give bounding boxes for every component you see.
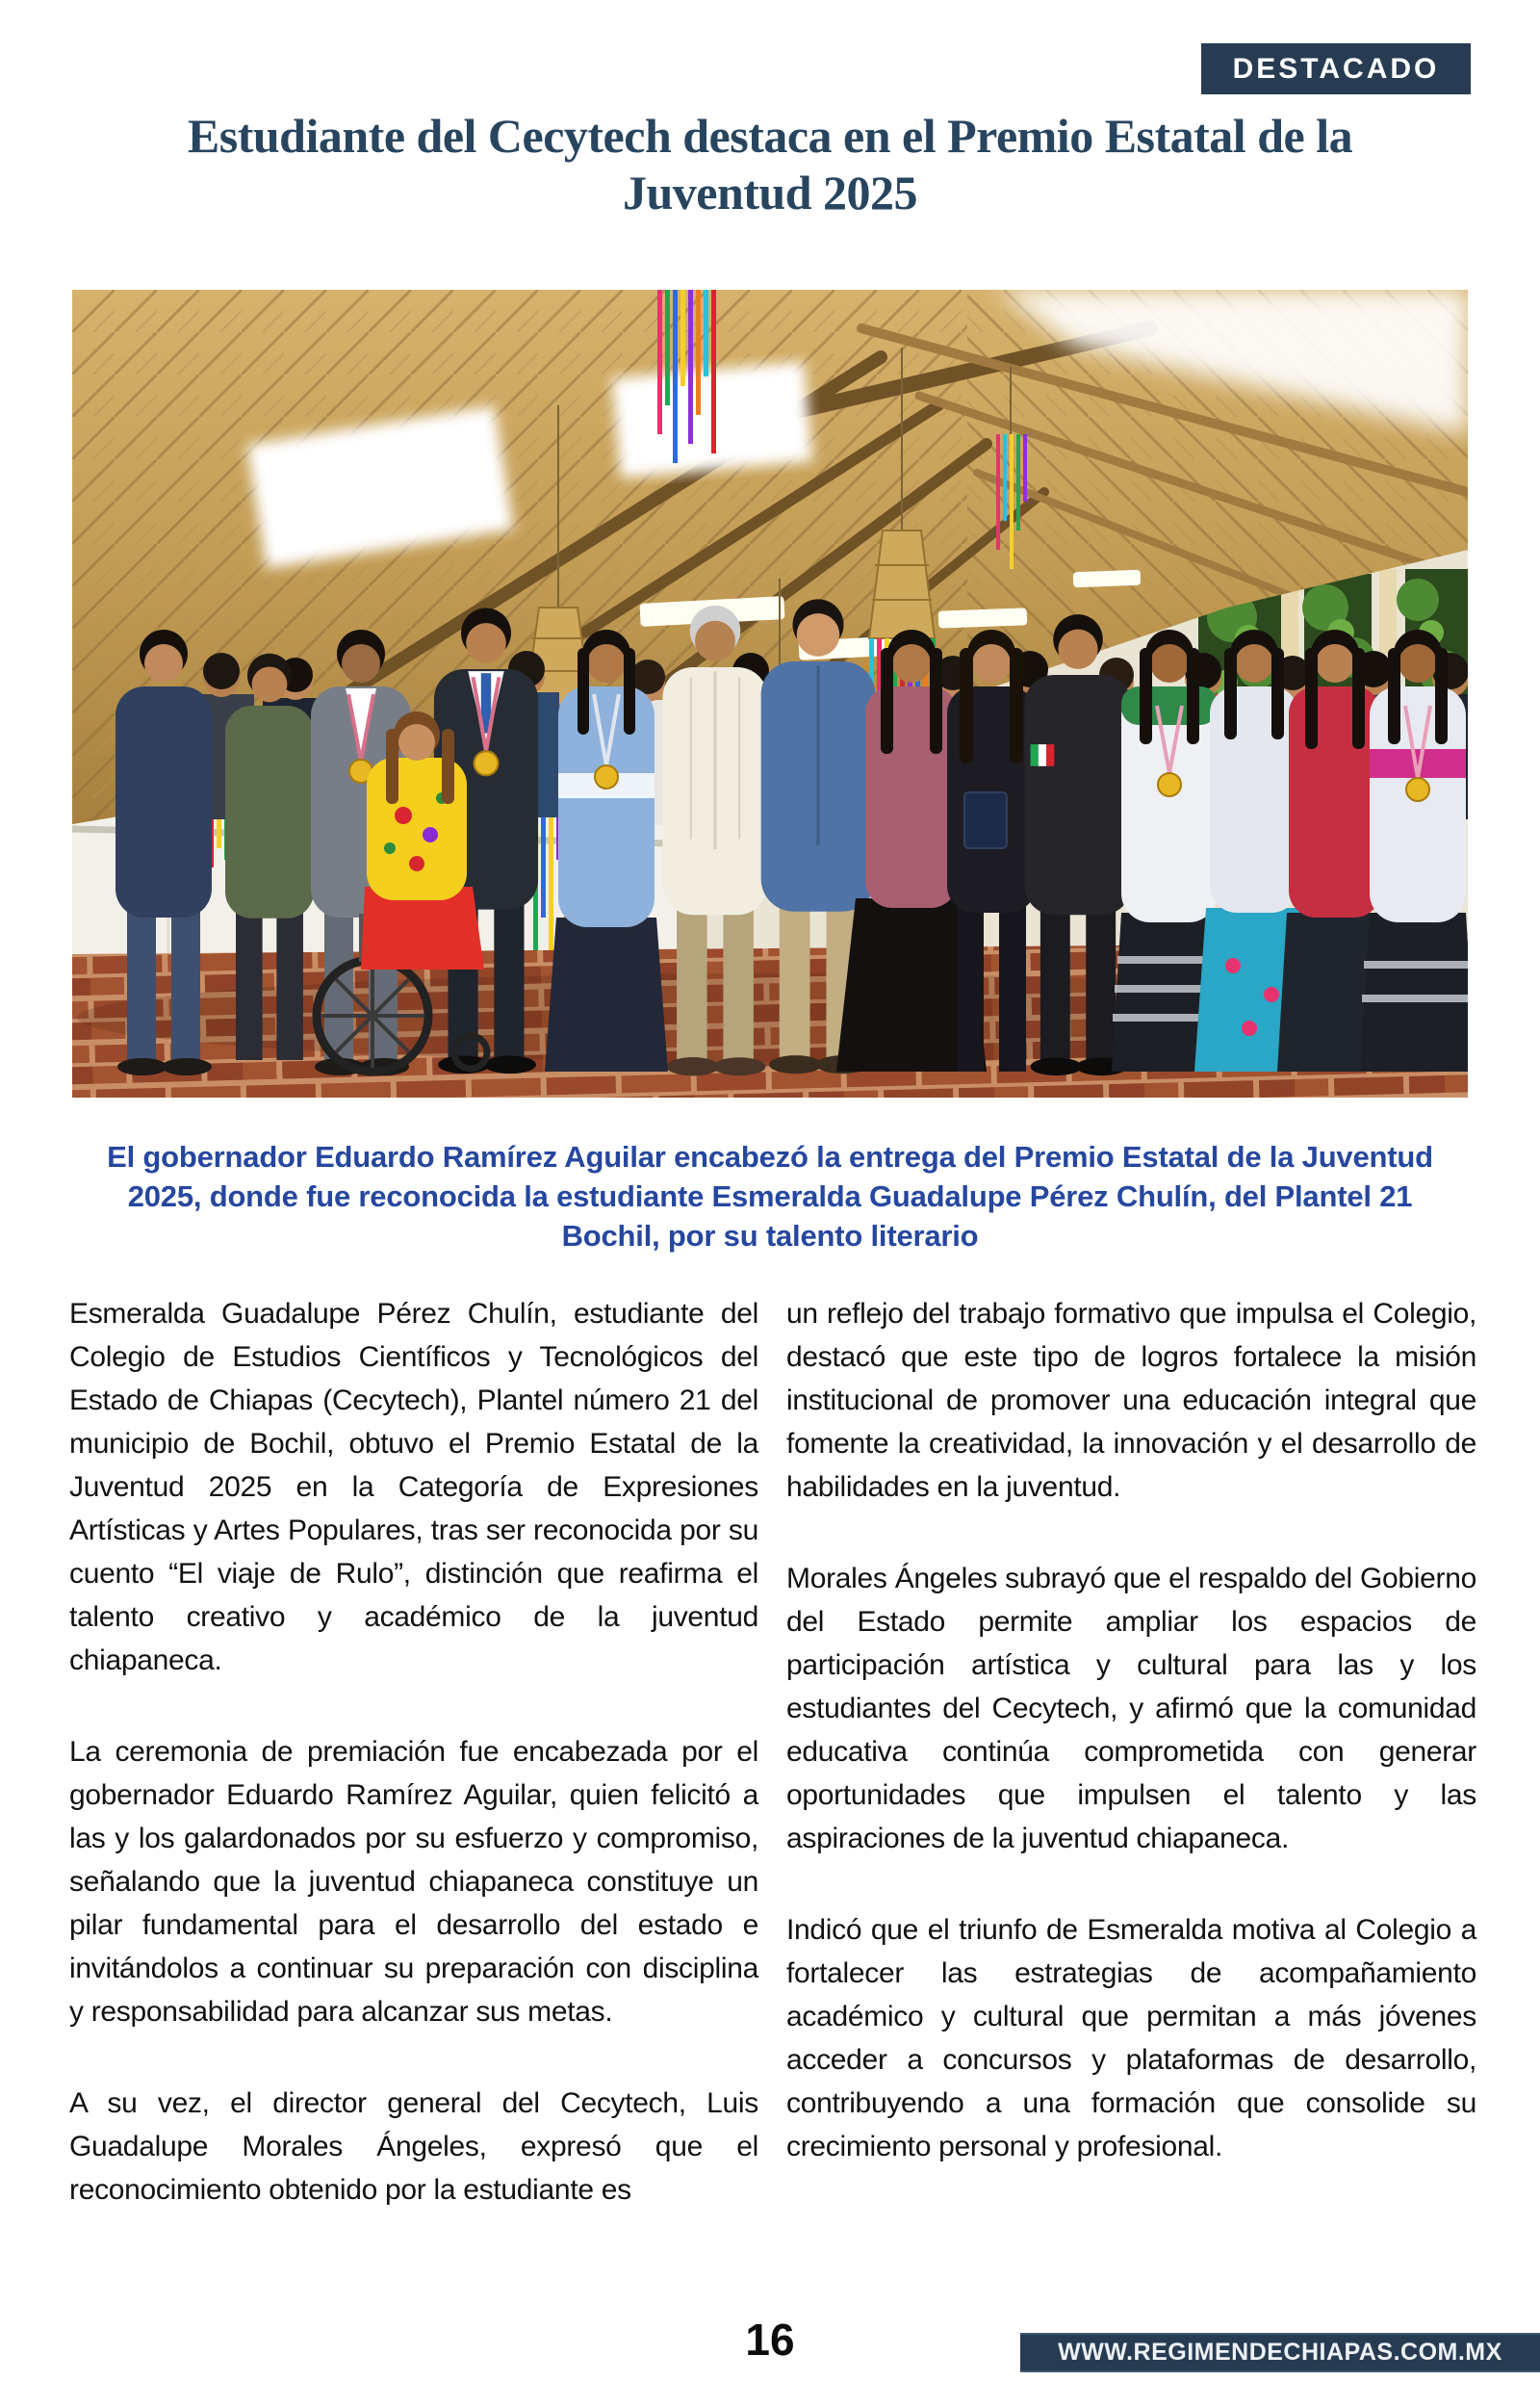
page-number: 16: [745, 2315, 795, 2365]
footer-url: WWW.REGIMENDECHIAPAS.COM.MX: [1058, 2339, 1502, 2366]
paragraph: Indicó que el triunfo de Esmeralda motiva al Colegio a fortalecer las estrategias de acompañamiento académico y cultural que permitan a más jóvenes acceder a concursos y plataformas de desarrollo, contribuyendo a una formación que consolide su crecimiento personal y profesional.: [786, 1914, 1476, 2162]
paragraph: Esmeralda Guadalupe Pérez Chulín, estudiante del Colegio de Estudios Científicos y Tecnológicos del Estado de Chiapas (Cecytech), Plantel número 21 del municipio de Bochil, obtuvo el Premio Estatal de la Juventud 2025 en la Categoría de Expresiones Artísticas y Artes Populares, tras ser reconocida por su cuento “El viaje de Rulo”, distinción que reafirma el talento creativo y académico de la juventud chiapaneca.: [69, 1298, 758, 1676]
paragraph: A su vez, el director general del Cecytech, Luis Guadalupe Morales Ángeles, expresó que el reconocimiento obtenido por la estudiante es: [69, 2087, 758, 2206]
article-title: Estudiante del Cecytech destaca en el Premio Estatal de la Juventud 2025: [187, 109, 1353, 220]
paragraph: un reflejo del trabajo formativo que impulsa el Colegio, destacó que este tipo de logros fortalece la misión institucional de promover una educación integral que fomente la creatividad, la innovación y el desarrollo de habilidades en la juventud.: [786, 1298, 1476, 1503]
article-column-left: [69, 1292, 758, 2260]
paragraph: La ceremonia de premiación fue encabezada por el gobernador Eduardo Ramírez Aguilar, quien felicitó a las y los galardonados por su esfuerzo y compromiso, señalando que la juventud chiapaneca constituye un pilar fundamental para el desarrollo del estado e invitándolos a continuar su preparación con disciplina y responsabilidad para alcanzar sus metas.: [69, 1736, 758, 2028]
section-badge: DESTACADO: [1201, 43, 1471, 94]
article-column-right: [786, 1292, 1476, 2216]
photo-caption: El gobernador Eduardo Ramírez Aguilar encabezó la entrega del Premio Estatal de la Juventud 2025, donde fue reconocida la estudiante Esmeralda Guadalupe Pérez Chulín, del Plantel 21 Bochil, por su talento literario: [107, 1140, 1433, 1253]
ceremony-photo-illustration: [72, 290, 1468, 1098]
footer-url-bar: [1020, 2333, 1540, 2372]
ceremony-photo: [72, 290, 1468, 1098]
paragraph: Morales Ángeles subrayó que el respaldo del Gobierno del Estado permite ampliar los espacios de participación artística y cultural para las y los estudiantes del Cecytech, y afirmó que la comunidad educativa continúa comprometida con generar oportunidades que impulsen el talento y las aspiraciones de la juventud chiapaneca.: [786, 1563, 1476, 1854]
